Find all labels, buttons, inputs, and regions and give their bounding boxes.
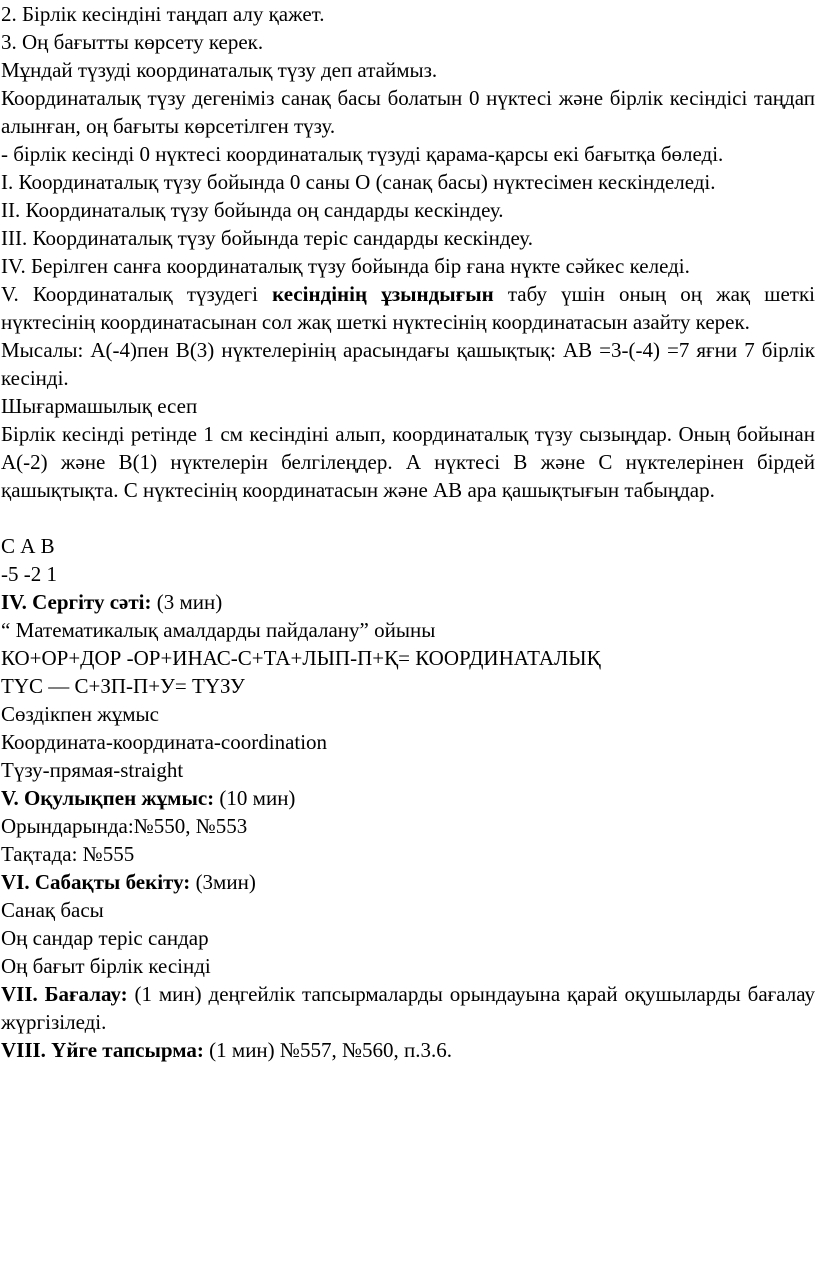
game-title: “ Математикалық амалдарды пайдалану” ойыны [1, 618, 436, 642]
review-item-3: Оң бағыт бірлік кесінді [1, 954, 211, 978]
section-8-line [1, 1036, 815, 1064]
rule-5-text-end: табу үшін оның оң жақ шеткі нүктесінің координатасынан сол жақ шеткі нүктесінің координатасын азайту керек. [1, 282, 815, 334]
section-7-heading: VII. Бағалау: [1, 982, 128, 1006]
section-4-time: (3 мин) [151, 590, 223, 614]
rule-3: III. Координаталық түзу бойында теріс сандарды кескіндеу. [1, 226, 533, 250]
vocabulary-title: Сөздікпен жұмыс [1, 702, 159, 726]
section-6-heading: VI. Сабақты бекіту: [1, 870, 191, 894]
creative-task-text: Бірлік кесінді ретінде 1 см кесіндіні алып, координаталық түзу сызыңдар. Оның бойынан А(-2) және В(1) нүктелерін белгілеңдер. А нүктесі В және С нүктелерінен бірдей қашықтықта. С нүктесінің координатасын және АВ ара қашықтығын табыңдар. [1, 422, 815, 502]
rule-5-bold-term: кесіндінің ұзындығын [272, 282, 494, 306]
section-8-heading: VIII. Үйге тапсырма: [1, 1038, 204, 1062]
note-paragraph: - бірлік кесінді 0 нүктесі координаталық түзуді қарама-қарсы екі бағытқа бөледі. [1, 142, 724, 166]
review-item-2: Оң сандар теріс сандар [1, 926, 209, 950]
rule-5-text-start: V. Координаталық түзудегі [1, 282, 273, 306]
condition-item-2: 2. Бірлік кесіндіні таңдап алу қажет. [1, 2, 325, 26]
creative-task-title: Шығармашылық есеп [1, 394, 198, 418]
example-paragraph: Мысалы: А(-4)пен В(3) нүктелерінің арасындағы қашықтық: АВ =3-(-4) =7 яғни 7 бірлік кесінді. [1, 338, 815, 390]
definition-paragraph: Координаталық түзу дегеніміз санақ басы болатын 0 нүктесі және бірлік кесіндісі таңдап алынған, оң бағыты көрсетілген түзу. [1, 86, 815, 138]
section-6-header [1, 868, 815, 896]
points-values: -5 -2 1 [1, 562, 57, 586]
section-5-header [1, 784, 815, 812]
section-6-time: (3мин) [190, 870, 256, 894]
section-7-text: (1 мин) деңгейлік тапсырмаларды орындауына қарай оқушыларды бағалау жүргізіледі. [1, 982, 816, 1034]
rule-1: I. Координаталық түзу бойында 0 саны О (санақ басы) нүктесімен кескінделеді. [1, 170, 716, 194]
puzzle-line-1: КО+ОР+ДОР -ОР+ИНАС-С+ТА+ЛЫП-П+Қ= КООРДИНАТАЛЫҚ [1, 646, 601, 670]
condition-item-3: 3. Оң бағытты көрсету керек. [1, 30, 264, 54]
section-5-time: (10 мин) [214, 786, 296, 810]
seat-tasks: Орындарында:№550, №553 [1, 814, 248, 838]
rule-4: IV. Берілген санға координаталық түзу бойында бір ғана нүкте сәйкес келеді. [1, 254, 690, 278]
board-tasks: Тақтада: №555 [1, 842, 135, 866]
section-8-text: (1 мин) №557, №560, п.3.6. [203, 1038, 452, 1062]
rule-5 [1, 280, 815, 336]
section-5-heading: V. Оқулықпен жұмыс: [1, 786, 215, 810]
blank-line [1, 504, 815, 532]
puzzle-line-2: ТҮС — С+ЗП-П+У= ТҮЗУ [1, 674, 245, 698]
section-4-heading: IV. Сергіту сәті: [1, 590, 152, 614]
section-4-header [1, 588, 815, 616]
section-7-paragraph [1, 980, 815, 1036]
vocabulary-item-2: Түзу-прямая-straight [1, 758, 184, 782]
rule-2: II. Координаталық түзу бойында оң сандарды кескіндеу. [1, 198, 504, 222]
vocabulary-item-1: Координата-координата-coordination [1, 730, 328, 754]
conclusion-line: Мұндай түзуді координаталық түзу деп атаймыз. [1, 58, 438, 82]
review-item-1: Санақ басы [1, 898, 104, 922]
points-letters: С А В [1, 534, 55, 558]
